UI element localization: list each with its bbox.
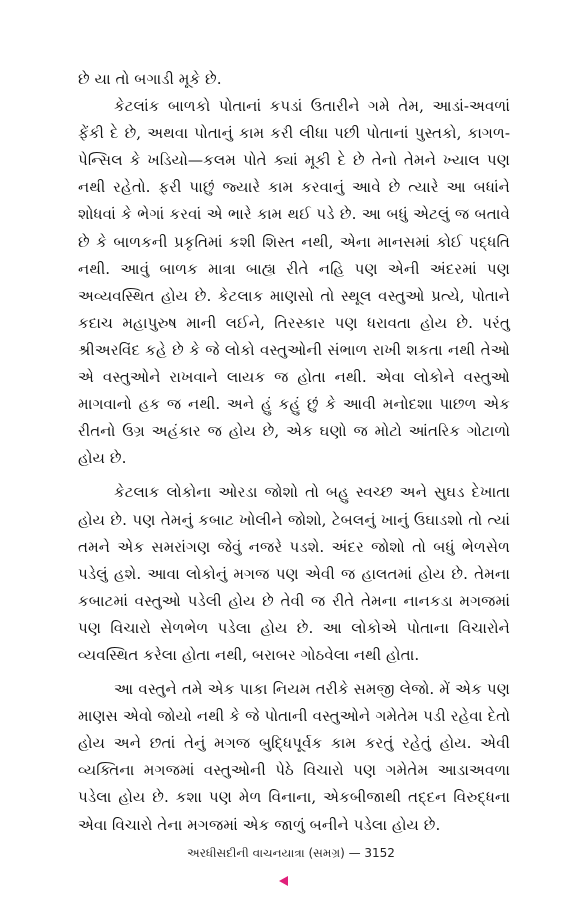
paragraph-rooms-cupboards: કેટલાક લોકોના ઓરડા જોશો તો બહુ સ્વચ્છ અને સુઘડ દેખાતા હોય છે. પણ તેમનું કબાટ ખોલીને જોશો, ટેબલનું ખાનું ઉઘાડશો તો ત્યાં તમને એક સમરાંગણ જેવું નજરે પડશે. અંદર જોશો તો બધું ભેળસેળ પડેલું હશે. આવા લોકોનું મગજ પણ એવી જ હાલતમાં હોય છે. તેમના કબાટમાં વસ્તુઓ પડેલી હોય છે તેવી જ રીતે તેમના નાનકડા મગજમાં પણ વિચારો સેળભેળ પડેલા હોય છે. આ લોકોએ પોતાના વિચારોને વ્યવસ્થિત કરેલા હોતા નથી, બરાબર ગોઠવેલા નથી હોતા.	[78, 483, 510, 664]
page-footer: અરધીસદીની વાચનયાત્રા (સમગ્ર) — 3152	[187, 846, 395, 860]
paragraph-continuation: છે યા તો બગાડી મૂકે છે.	[78, 70, 222, 88]
body-text	[78, 66, 510, 839]
paragraph-firm-rule: આ વસ્તુને તમે એક પાકા નિયમ તરીકે સમજી લેજો. મેં એક પણ માણસ એવો જોયો નથી કે જે પોતાની વસ્તુઓને ગમેતેમ પડી રહેવા દેતો હોય અને છતાં તેનું મગજ બુદ્ધિપૂર્વક કામ કરતું રહેતું હોય. એવી વ્યક્તિના મગજમાં વસ્તુઓની પેઠે વિચારો પણ ગમેતેમ આડાઅવળા પડેલા હોય છે. કશા પણ મેળ વિનાના, એકબીજાથી તદ્દન વિરુદ્ધના એવા વિચારો તેના મગજમાં એક જાળું બનીને પડેલા હોય છે.	[78, 680, 510, 834]
paragraph-children-belongings: કેટલાંક બાળકો પોતાનાં કપડાં ઉતારીને ગમે તેમ, આડાં-અવળાં ફેંકી દે છે, અથવા પોતાનું કામ કરી લીધા પછી પોતાનાં પુસ્તકો, કાગળ-પેન્સિલ કે ખડિયો—કલમ પોતે ક્યાં મૂકી દે છે તેનો તેમને ખ્યાલ પણ નથી રહેતો. ફરી પાછું જ્યારે કામ કરવાનું આવે છે ત્યારે આ બધાંને શોધવાં કે ભેગાં કરવાં એ ભારે કામ થઈ પડે છે. આ બધું એટલું જ બતાવે છે કે બાળકની પ્રકૃતિમાં કશી શિસ્ત નથી, એના માનસમાં કોઈ પદ્ધતિ નથી. આવું બાળક માત્રા બાહ્ય રીતે નહિ પણ એની અંદરમાં પણ અવ્યવસ્થિત હોય છે. કેટલાક માણસો તો સ્થૂલ વસ્તુઓ પ્રત્યે, પોતાને કદાચ મહાપુરુષ માની લઈને, તિરસ્કાર પણ ધરાવતા હોય છે. પરંતુ શ્રીઅરવિંદ કહે છે કે જે લોકો વસ્તુઓની સંભાળ રાખી શકતા નથી તેઓ એ વસ્તુઓને રાખવાને લાયક જ હોતા નથી. એવા લોકોને વસ્તુઓ માગવાનો હક જ નથી. અને હું કહું છું કે આવી મનોદશા પાછળ એક રીતનો ઉગ્ર અહંકાર જ હોય છે, એક ઘણો જ મોટો આંતરિક ગોટાળો હોય છે.	[78, 97, 510, 468]
previous-page-icon[interactable]	[279, 876, 288, 886]
